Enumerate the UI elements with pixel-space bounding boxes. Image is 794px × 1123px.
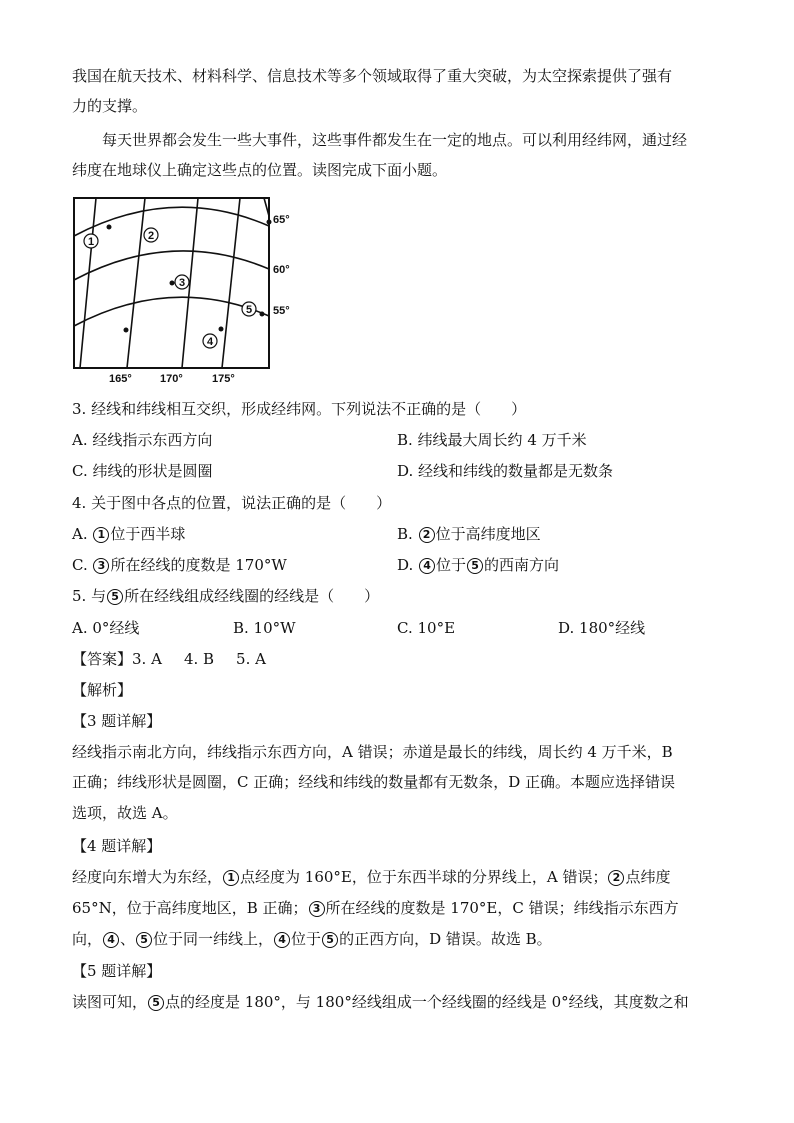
answer-3: 3. A xyxy=(132,650,162,668)
q5-option-a: A. 0°经线 xyxy=(72,619,140,637)
q4-option-b: B. 2 位于高纬度地区 xyxy=(397,525,541,543)
answer-label: 【答案】 xyxy=(72,650,133,668)
q3-option-d: D. 经线和纬线的数量都是无数条 xyxy=(397,462,614,480)
answer-line xyxy=(72,649,266,669)
analysis-label: 【解析】 xyxy=(72,681,133,699)
answer-4: 4. B xyxy=(183,650,215,668)
detail-5-title: 【5 题详解】 xyxy=(72,962,162,980)
intro-line-3: 每天世界都会发生一些大事件，这些事件都发生在一定的地点。可以利用经纬网，通过经 xyxy=(102,131,688,149)
graticule-map xyxy=(72,196,302,386)
intro-line-1: 我国在航天技术、材料科学、信息技术等多个领域取得了重大突破，为太空探索提供了强有 xyxy=(72,67,673,85)
q5-option-d: D. 180°经线 xyxy=(558,619,646,637)
q5-option-b: B. 10°W xyxy=(233,619,296,637)
detail-4-line-2: 65°N，位于高纬度地区，B 正确； 3 所在经线的度数是 170°E，C 错误；纬线指示东西方 xyxy=(72,899,679,917)
intro-line-2: 力的支撑。 xyxy=(72,97,148,115)
point-2-label: 2 xyxy=(147,230,155,242)
q4-option-a: A. 1 位于西半球 xyxy=(72,525,186,543)
detail-3-line-3: 选项，故选 A。 xyxy=(72,804,178,822)
point-3-label: 3 xyxy=(178,277,186,289)
q4-option-c: C. 3 所在经线的度数是 170°W xyxy=(72,556,287,574)
parallel-55 xyxy=(74,297,269,326)
lon-label-170: 170° xyxy=(160,373,183,385)
lat-label-60: 60° xyxy=(273,264,290,276)
q3-option-b: B. 纬线最大周长约 4 万千米 xyxy=(397,431,587,449)
q5-stem: 5. 与 5 所在经线组成经线圈的经线是（ ） xyxy=(72,587,380,605)
answer-5: 5. A xyxy=(236,650,266,668)
detail-3-line-1: 经线指示南北方向，纬线指示东西方向，A 错误；赤道是最长的纬线，周长约 4 万千米，B xyxy=(72,743,673,761)
parallel-65 xyxy=(74,207,269,236)
point-5-label: 5 xyxy=(245,304,253,316)
point-4-label: 4 xyxy=(206,336,214,348)
meridian-165 xyxy=(127,198,145,368)
q5-option-c: C. 10°E xyxy=(397,619,456,637)
lat-label-55: 55° xyxy=(273,305,290,317)
q4-option-d: D. 4 位于 5 的西南方向 xyxy=(397,556,560,574)
lon-label-165: 165° xyxy=(109,373,132,385)
lon-label-175: 175° xyxy=(212,373,235,385)
q3-option-c: C. 纬线的形状是圆圈 xyxy=(72,462,213,480)
meridian-160 xyxy=(80,198,96,368)
meridian-175 xyxy=(222,198,240,368)
q3-stem: 3. 经线和纬线相互交织，形成经纬网。下列说法不正确的是（ ） xyxy=(72,400,527,418)
detail-3-title: 【3 题详解】 xyxy=(72,712,162,730)
q3-option-a: A. 经线指示东西方向 xyxy=(72,431,213,449)
point-1-label: 1 xyxy=(87,236,95,248)
q4-stem: 4. 关于图中各点的位置，说法正确的是（ ） xyxy=(72,494,392,512)
intro-line-4: 纬度在地球仪上确定这些点的位置。读图完成下面小题。 xyxy=(72,161,448,179)
detail-4-line-1: 经度向东增大为东经， 1 点经度为 160°E，位于东西半球的分界线上，A 错误； 2 点纬度 xyxy=(72,868,671,886)
detail-5-line-1: 读图可知， 5 点的经度是 180°，与 180°经线组成一个经线圈的经线是 0°经线，其度数之和 xyxy=(72,993,689,1011)
lat-label-65: 65° xyxy=(273,214,290,226)
detail-3-line-2: 正确；纬线形状是圆圈，C 正确；经线和纬线的数量都有无数条，D 正确。本题应选择错误 xyxy=(72,773,676,791)
detail-4-line-3: 向， 4 、 5 位于同一纬线上， 4 位于 5 的正西方向，D 错误。故选 B。 xyxy=(72,930,552,948)
parallel-60 xyxy=(74,251,269,280)
detail-4-title: 【4 题详解】 xyxy=(72,837,162,855)
